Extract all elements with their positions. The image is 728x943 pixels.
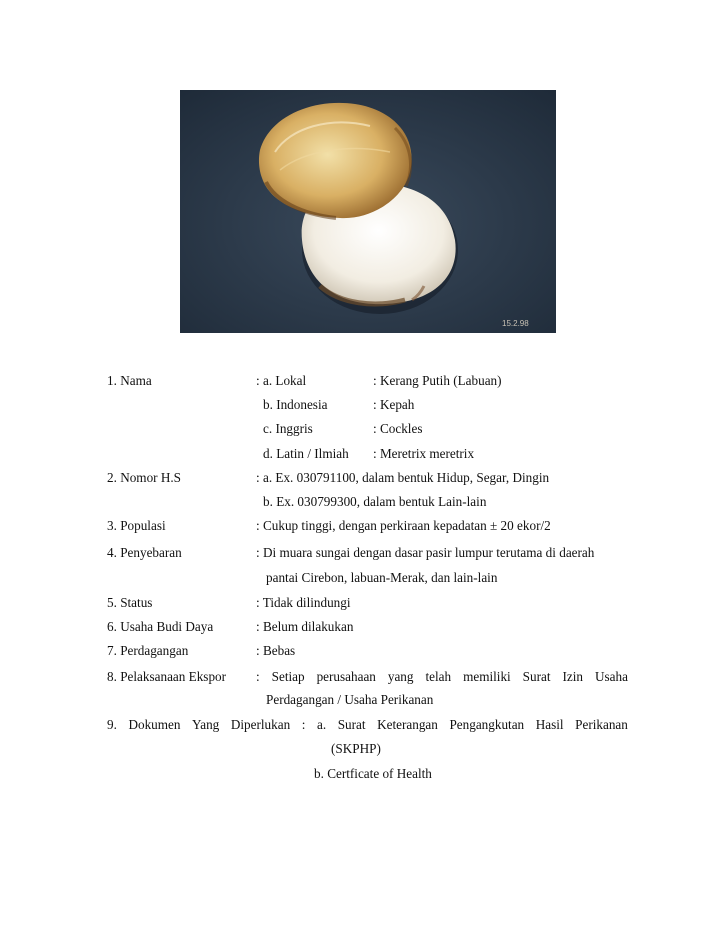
item-4-label: 4. Penyebaran xyxy=(107,545,182,560)
item-9-line3: b. Certficate of Health xyxy=(314,766,432,781)
item-4-value-line2: pantai Cirebon, labuan-Merak, dan lain-lain xyxy=(266,570,498,585)
word: : xyxy=(256,669,260,684)
word: Izin xyxy=(562,669,583,684)
item-6-value: : Belum dilakukan xyxy=(256,619,354,634)
word: Yang xyxy=(192,717,220,732)
item-3-label: 3. Populasi xyxy=(107,518,166,533)
word: Usaha xyxy=(594,669,628,684)
word: 9. xyxy=(107,717,117,732)
item-7-value: : Bebas xyxy=(256,643,296,658)
item-1-label: 1. Nama xyxy=(107,373,152,388)
item-4-value-line1: : Di muara sungai dengan dasar pasir lumpur terutama di daerah xyxy=(256,545,595,560)
item-1-value-d: : Meretrix meretrix xyxy=(373,446,475,461)
word: Hasil xyxy=(535,717,564,732)
word: Diperlukan xyxy=(230,717,291,732)
word: perusahaan xyxy=(316,669,376,684)
item-7-label: 7. Perdagangan xyxy=(107,643,189,658)
word: memiliki xyxy=(463,669,511,684)
item-1-value-c: : Cockles xyxy=(373,421,423,436)
word: telah xyxy=(425,669,452,684)
word: Surat xyxy=(337,717,366,732)
word: Setiap xyxy=(271,669,305,684)
item-1-sub-a: : a. Lokal xyxy=(256,373,307,388)
item-1-value-a: : Kerang Putih (Labuan) xyxy=(373,373,502,388)
item-1-sub-d: d. Latin / Ilmiah xyxy=(263,446,349,461)
photo-date-stamp: 15.2.98 xyxy=(502,319,529,328)
item-8-label: 8. Pelaksanaan Ekspor xyxy=(107,669,227,684)
word: Pengangkutan xyxy=(449,717,525,732)
item-2-value-a: : a. Ex. 030791100, dalam bentuk Hidup, Segar, Dingin xyxy=(256,470,550,485)
item-6-label: 6. Usaha Budi Daya xyxy=(107,619,214,634)
shell-photo xyxy=(180,90,556,333)
item-3-value: : Cukup tinggi, dengan perkiraan kepadatan ± 20 ekor/2 xyxy=(256,518,551,533)
word: yang xyxy=(387,669,414,684)
item-9-line1 xyxy=(107,717,628,733)
item-2-label: 2. Nomor H.S xyxy=(107,470,181,485)
item-1-value-b: : Kepah xyxy=(373,397,415,412)
word: : xyxy=(301,717,306,732)
word: a. xyxy=(316,717,327,732)
word: Keterangan xyxy=(377,717,438,732)
item-1-sub-b: b. Indonesia xyxy=(263,397,328,412)
item-5-label: 5. Status xyxy=(107,595,153,610)
word: Surat xyxy=(522,669,551,684)
item-5-value: : Tidak dilindungi xyxy=(256,595,351,610)
item-1-sub-c: c. Inggris xyxy=(263,421,313,436)
item-8-value-line1 xyxy=(256,669,628,685)
item-9-line2: (SKPHP) xyxy=(331,741,381,756)
word: Dokumen xyxy=(128,717,181,732)
item-8-value-line2: Perdagangan / Usaha Perikanan xyxy=(266,692,434,707)
item-2-value-b: b. Ex. 030799300, dalam bentuk Lain-lain xyxy=(263,494,487,509)
word: Perikanan xyxy=(575,717,628,732)
